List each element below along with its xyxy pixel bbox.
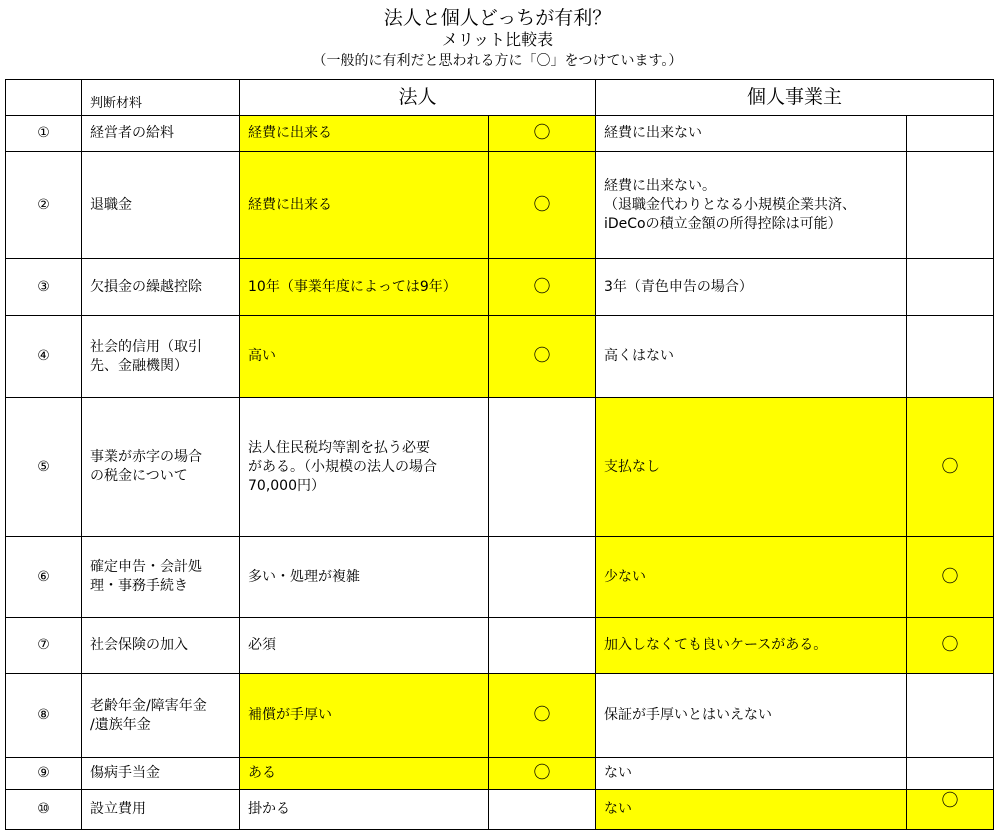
corp-value: 経費に出来る xyxy=(240,152,489,259)
corp-advantage-mark xyxy=(489,618,596,674)
header-empty-cell xyxy=(6,80,82,116)
sole-value: 加入しなくても良いケースがある。 xyxy=(596,618,907,674)
sole-advantage-mark xyxy=(907,758,994,790)
row-criteria-line: 事業が赤字の場合 xyxy=(90,449,202,465)
corp-value: 掛かる xyxy=(240,790,489,830)
row-number: ⑨ xyxy=(6,758,82,790)
header-criteria: 判断材料 xyxy=(82,80,240,116)
row-criteria: 社会保険の加入 xyxy=(82,618,240,674)
sole-value: 支払なし xyxy=(596,398,907,537)
row-criteria-line: の税金について xyxy=(90,468,188,484)
row-number: ⑧ xyxy=(6,674,82,758)
corp-value: 経費に出来る xyxy=(240,116,489,152)
row-criteria: 欠損金の繰越控除 xyxy=(82,259,240,316)
sole-value-line: （退職金代わりとなる小規模企業共済、 xyxy=(604,196,856,213)
row-criteria xyxy=(82,674,240,758)
sole-value: 高くはない xyxy=(596,316,907,398)
table-row xyxy=(6,398,994,537)
corp-value-line: 70,000円） xyxy=(248,477,325,494)
table-row xyxy=(6,618,994,674)
row-criteria-line: 確定申告・会計処 xyxy=(90,559,202,575)
row-criteria-line: /遺族年金 xyxy=(90,716,151,733)
header-corporation: 法人 xyxy=(240,80,596,116)
sole-advantage-mark: 〇 xyxy=(907,618,994,674)
table-row xyxy=(6,152,994,259)
sole-value: 保証が手厚いとはいえない xyxy=(596,674,907,758)
page-note: （一般的に有利だと思われる方に「〇」をつけています。） xyxy=(312,53,683,69)
corp-advantage-mark: 〇 xyxy=(489,316,596,398)
table-row xyxy=(6,316,994,398)
corp-advantage-mark xyxy=(489,537,596,618)
sole-advantage-mark xyxy=(907,116,994,152)
sole-value: 少ない xyxy=(596,537,907,618)
table-row xyxy=(6,674,994,758)
corp-advantage-mark xyxy=(489,790,596,830)
table-row xyxy=(6,790,994,830)
comparison-table xyxy=(5,79,994,830)
sole-value-line: iDeCoの積立金額の所得控除は可能） xyxy=(604,215,842,232)
row-criteria: 傷病手当金 xyxy=(82,758,240,790)
row-criteria: 設立費用 xyxy=(82,790,240,830)
sole-advantage-mark xyxy=(907,316,994,398)
sole-advantage-mark: 〇 xyxy=(907,790,994,830)
sole-advantage-mark: 〇 xyxy=(907,398,994,537)
sole-advantage-mark xyxy=(907,259,994,316)
corp-value xyxy=(240,398,489,537)
row-number: ⑥ xyxy=(6,537,82,618)
corp-value: 補償が手厚い xyxy=(240,674,489,758)
sole-value: ない xyxy=(596,758,907,790)
row-criteria-line: 老齢年金/障害年金 xyxy=(90,697,207,714)
header-sole-proprietor: 個人事業主 xyxy=(596,80,994,116)
row-criteria xyxy=(82,537,240,618)
row-criteria: 退職金 xyxy=(82,152,240,259)
table-row xyxy=(6,537,994,618)
row-number: ③ xyxy=(6,259,82,316)
row-criteria-line: 社会的信用（取引 xyxy=(90,338,202,355)
corp-value: 必須 xyxy=(240,618,489,674)
sole-advantage-mark: 〇 xyxy=(907,537,994,618)
table-header-row xyxy=(6,80,994,116)
sole-advantage-mark xyxy=(907,674,994,758)
sole-value: ない xyxy=(596,790,907,830)
row-criteria-line: 先、金融機関） xyxy=(90,357,188,374)
corp-value-line: がある。（小規模の法人の場合 xyxy=(248,458,437,475)
table-row xyxy=(6,758,994,790)
corp-advantage-mark: 〇 xyxy=(489,758,596,790)
row-criteria: 経営者の給料 xyxy=(82,116,240,152)
row-number: ② xyxy=(6,152,82,259)
table-row xyxy=(6,116,994,152)
row-criteria xyxy=(82,316,240,398)
row-criteria-line: 理・事務手続き xyxy=(90,578,188,594)
page-title: 法人と個人どっちが有利？ xyxy=(383,7,612,29)
row-number: ⑩ xyxy=(6,790,82,830)
corp-advantage-mark: 〇 xyxy=(489,674,596,758)
corp-value: 多い・処理が複雑 xyxy=(240,537,489,618)
sole-value-line: 経費に出来ない。 xyxy=(604,177,716,194)
corp-value: ある xyxy=(240,758,489,790)
sole-value xyxy=(596,152,907,259)
corp-advantage-mark xyxy=(489,398,596,537)
row-number: ⑦ xyxy=(6,618,82,674)
sole-value: 3年（青色申告の場合） xyxy=(596,259,907,316)
corp-value: 10年（事業年度によっては9年） xyxy=(240,259,489,316)
row-number: ① xyxy=(6,116,82,152)
corp-value: 高い xyxy=(240,316,489,398)
corp-value-line: 法人住民税均等割を払う必要 xyxy=(248,439,430,456)
table-row xyxy=(6,259,994,316)
sole-advantage-mark xyxy=(907,152,994,259)
corp-advantage-mark: 〇 xyxy=(489,152,596,259)
row-criteria xyxy=(82,398,240,537)
sole-value: 経費に出来ない xyxy=(596,116,907,152)
corp-advantage-mark: 〇 xyxy=(489,259,596,316)
page-subtitle: メリット比較表 xyxy=(441,30,554,49)
row-number: ⑤ xyxy=(6,398,82,537)
corp-advantage-mark: 〇 xyxy=(489,116,596,152)
row-number: ④ xyxy=(6,316,82,398)
